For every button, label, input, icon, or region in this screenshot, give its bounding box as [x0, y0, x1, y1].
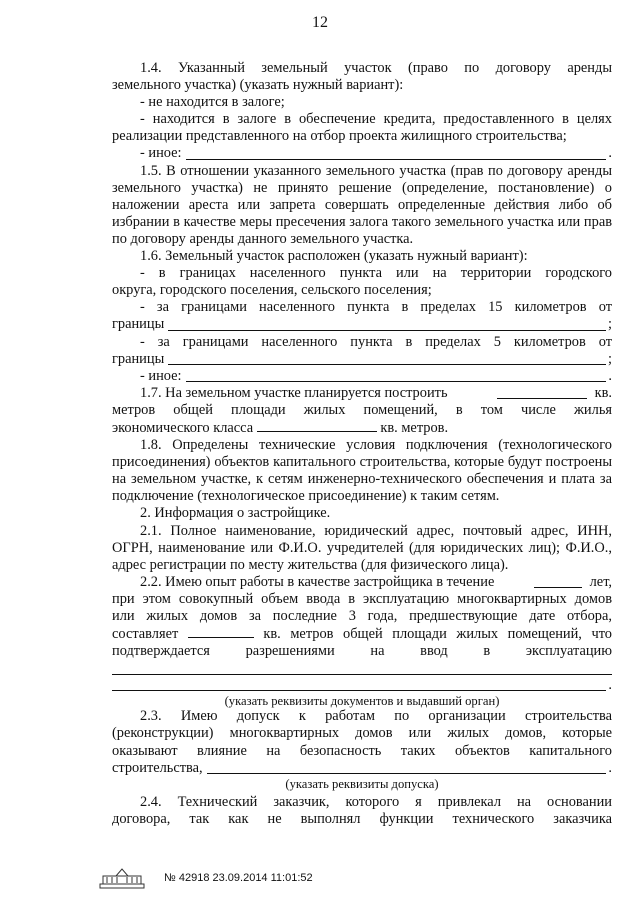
government-building-logo-icon [98, 867, 146, 889]
text-line: земельного участка) (указать нужный вариант): [112, 77, 404, 94]
paragraph-1-8: 1.8. Определены технические условия подключения (технологического присоединения) объектов капитального строительства, которые будут построены на земельном участке, к сетям инженерно-технического обеспечения и плата за подключение (технологическое присоединение) к таким сетям. [112, 437, 612, 505]
text-line: (реконструкции) многоквартирных домов или жилых домов, которые [112, 725, 612, 742]
text-line: 1.4. Указанный земельный участок (право по договору аренды [140, 60, 612, 76]
paragraph-2-1: 2.1. Полное наименование, юридический адрес, почтовый адрес, ИНН, ОГРН, наименование или Ф.И.О. учредителей (для юридических лиц); Ф.И.О., адрес регистрации по месту жительства (для физического лица). [112, 522, 612, 573]
text-line: - в границах населенного пункта или на территории городского [140, 265, 612, 282]
text-line: подтверждается разрешениями на ввод в эксплуатацию [112, 643, 612, 660]
text-line: - находится в залоге в обеспечение кредита, предоставленного в целях [140, 111, 612, 128]
text-line: оказывают влияние на безопасность таких объектов капитального [112, 742, 612, 759]
text-line: 1.6. Земельный участок расположен (указать нужный вариант): [140, 248, 528, 265]
section-heading: 2. Информация о застройщике. [140, 505, 331, 522]
text-line: - не находится в залоге; [140, 94, 285, 111]
field-caption: (указать реквизиты допуска) [285, 776, 439, 791]
paragraph-1-5: 1.5. В отношении указанного земельного участка (прав по договору аренды земельного участка) не принято решение (определение, постановление) о наложении ареста или запрета совершать определенные действия либо об избрании в качестве меры пресечения залога такого земельного участка или прав по договору аренды данного земельного участка. [112, 162, 612, 247]
document-footer [98, 867, 313, 889]
text-line: при этом совокупный объем ввода в эксплуатацию многоквартирных домов [112, 590, 612, 607]
text-line: - за границами населенного пункта в пределах 15 километров от [140, 299, 612, 316]
blank-field[interactable] [186, 147, 607, 160]
blank-field[interactable] [112, 678, 606, 691]
text-line: округа, городского поселения, сельского поселения; [112, 282, 432, 299]
document-body [112, 60, 612, 828]
fill-line: . [112, 677, 612, 694]
field-caption: (указать реквизиты документов и выдавший орган) [224, 694, 500, 709]
footer-stamp: № 42918 23.09.2014 11:01:52 [164, 872, 313, 884]
blank-field[interactable] [112, 660, 612, 675]
blank-field[interactable] [257, 419, 377, 432]
fill-line: границы ; [112, 350, 612, 367]
blank-field[interactable] [186, 369, 607, 382]
blank-field[interactable] [168, 318, 606, 331]
text-line: 2.3. Имею допуск к работам по организации строительства [140, 708, 612, 725]
fill-line: строительства, . [112, 759, 612, 776]
text-line: договора, так как не выполнял функции технического заказчика [112, 810, 612, 827]
text-line: или жилых домов за последние 3 года, предшествующие дате отбора, [112, 608, 612, 624]
fill-line: - иное: . [140, 367, 612, 384]
blank-field[interactable] [534, 575, 582, 588]
text-line: - за границами населенного пункта в пределах 5 километров от [140, 333, 612, 350]
fill-line: - иное: . [140, 145, 612, 162]
text-line: метров общей площади жилых помещений, в том числе жилья [112, 401, 612, 418]
blank-field[interactable] [188, 625, 254, 638]
fill-line: 2.2. Имею опыт работы в качестве застройщика в течение лет, [140, 573, 612, 590]
text-line: реализации представленного на отбор проекта жилищного строительства; [112, 128, 567, 145]
text-line: 2.4. Технический заказчик, которого я привлекал на основании [140, 793, 612, 810]
fill-line: 1.7. На земельном участке планируется построить кв. [140, 384, 612, 401]
page-number: 12 [312, 14, 328, 31]
blank-field[interactable] [497, 386, 587, 399]
fill-line: границы ; [112, 316, 612, 333]
text-line: составляет кв. метров общей площади жилых помещений, что [112, 626, 612, 643]
text-line: экономического класса кв. метров. [112, 419, 449, 436]
blank-field[interactable] [207, 761, 607, 774]
blank-field[interactable] [168, 352, 606, 365]
